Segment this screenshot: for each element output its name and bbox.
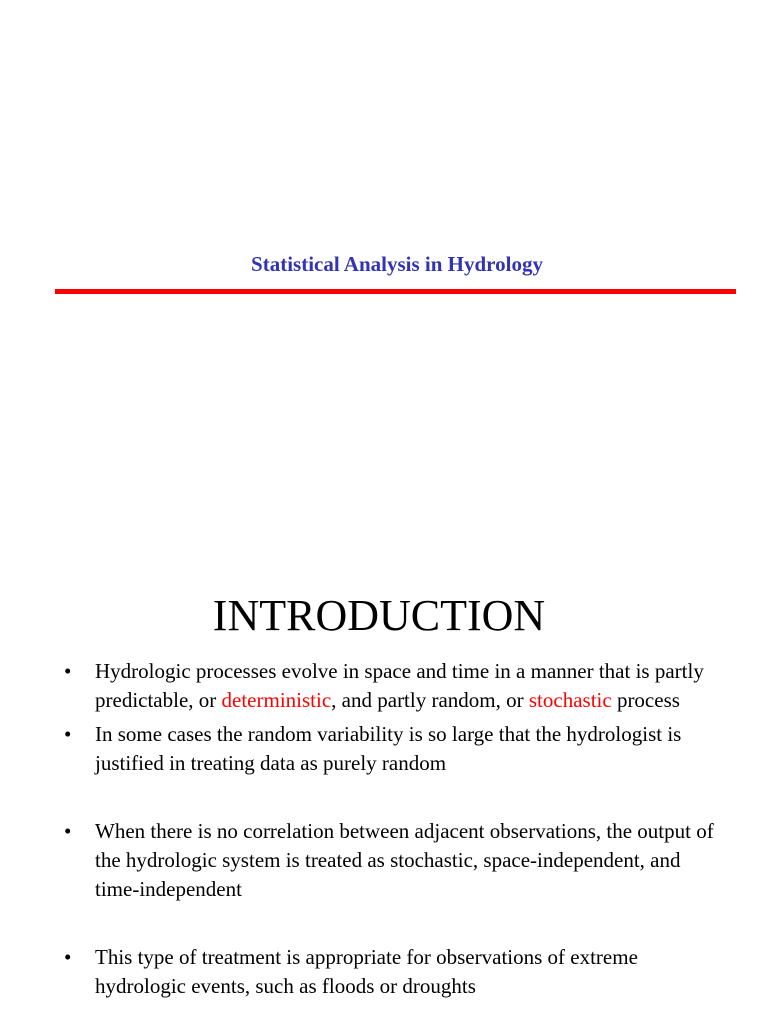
bullet-item <box>64 817 724 904</box>
section-heading: INTRODUCTION <box>212 591 546 640</box>
bullet-dot-icon: • <box>64 819 72 843</box>
highlight-term-stochastic: stochastic <box>528 688 612 712</box>
bullet-text: In some cases the random variability is so large that the hydrologist is justified in treating data as purely random <box>95 722 682 775</box>
bullet-item <box>64 720 724 778</box>
bullet-text: When there is no correlation between adjacent observations, the output of the hydrologic system is treated as stochastic, space-independent, and time-independent <box>95 819 714 901</box>
bullet-list <box>64 657 724 1001</box>
bullet-item <box>64 657 724 715</box>
bullet-text: process <box>611 688 680 712</box>
title-divider <box>55 289 736 294</box>
bullet-item <box>64 943 724 1001</box>
bullet-text: This type of treatment is appropriate for observations of extreme hydrologic events, such as floods or droughts <box>95 945 638 998</box>
bullet-dot-icon: • <box>64 945 72 969</box>
slide-title: Statistical Analysis in Hydrology <box>251 252 543 276</box>
bullet-dot-icon: • <box>64 722 72 746</box>
highlight-term-deterministic: deterministic <box>221 688 332 712</box>
bullet-text: , and partly random, or <box>331 688 529 712</box>
bullet-text: Hydrologic processes evolve in space and time in a manner that is partly predictable, or <box>95 659 704 712</box>
bullet-dot-icon: • <box>64 659 72 683</box>
